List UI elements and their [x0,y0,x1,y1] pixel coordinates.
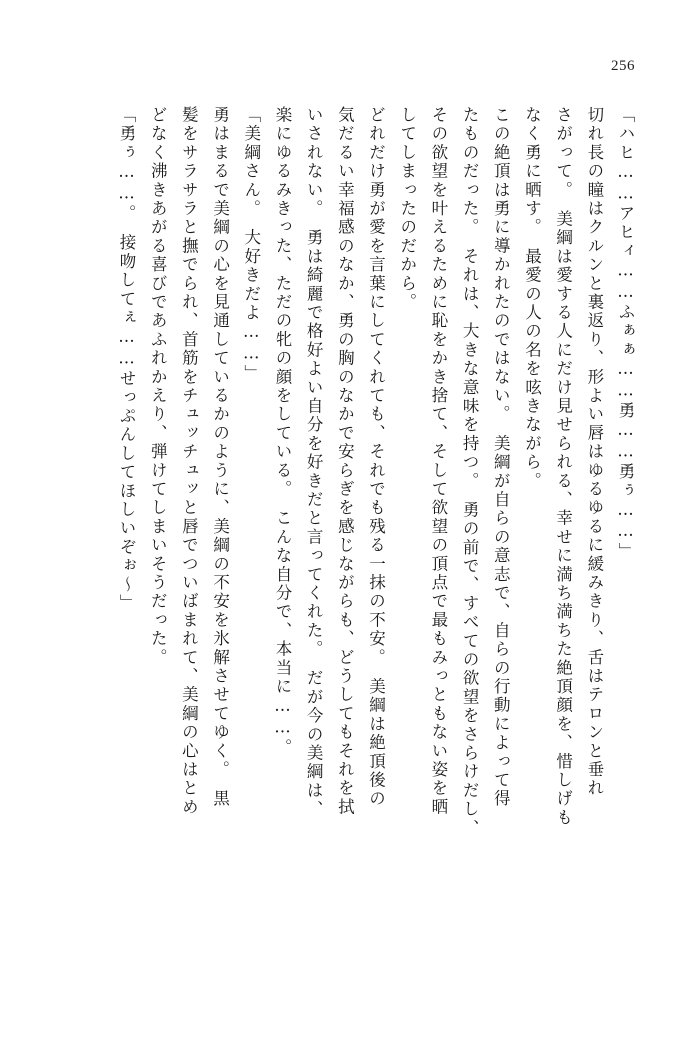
text-column: その欲望を叶えるために恥をかき捨て、そして欲望の頂点で最もみっともない姿を晒 [428,106,448,817]
text-column: たものだった。 それは、大きな意味を持つ。 勇の前で、すべての欲望をさらけだし、 [460,106,480,838]
text-column: さがって。 美綱は愛する人にだけ見せられる、幸せに満ち満ちた絶頂顔を、惜しげも [553,106,573,828]
page-number: 256 [611,58,635,74]
text-column: 切れ長の瞳はクルンと裏返り、形よい唇はゆるゆるに緩みきり、舌はテロンと垂れ [584,106,604,798]
text-column: なく勇に晒す。 最愛の人の名を呟きながら。 [522,106,542,491]
text-column: 「美綱さん。 大好きだよ……」 [241,106,261,384]
text-column: 楽にゆるみきった、ただの牝の顔をしている。 こんな自分で、本当に……。 [272,106,292,758]
text-column: 「ハヒ……アヒィ……ふぁぁ……勇……勇ぅ……」 [616,106,635,562]
text-column: 勇はまるで美綱の心を見通しているかのように、美綱の不安を氷解させてゆく。 黒 [210,106,230,809]
text-column: 気だるい幸福感のなか、勇の胸のなかで安らぎを感じながらも、どうしてもそれを拭 [335,106,355,817]
text-column: どれだけ勇が愛を言葉にしてくれても、それでも残る一抹の不安。 美綱は絶頂後の [366,106,386,809]
text-column: 髪をサラサラと撫でられ、首筋をチュッチュッと唇でついばまれて、美綱の心はとめ [179,106,199,817]
vertical-text-body [62,106,633,936]
text-column: してしまったのだから。 [397,106,417,312]
text-column: この絶頂は勇に導かれたのではない。 美綱が自らの意志で、自らの行動によって得 [491,106,511,809]
text-column: いされない。 勇は綺麗で格好よい自分を好きだと言ってくれた。 だが今の美綱は、 [304,106,324,819]
text-column: 「勇ぅ……。 接吻してぇ……せっぷんしてほしいぞぉ～」 [117,106,136,613]
text-column: どなく沸きあがる喜びであふれかえり、弾けてしまいそうだった。 [148,106,168,667]
